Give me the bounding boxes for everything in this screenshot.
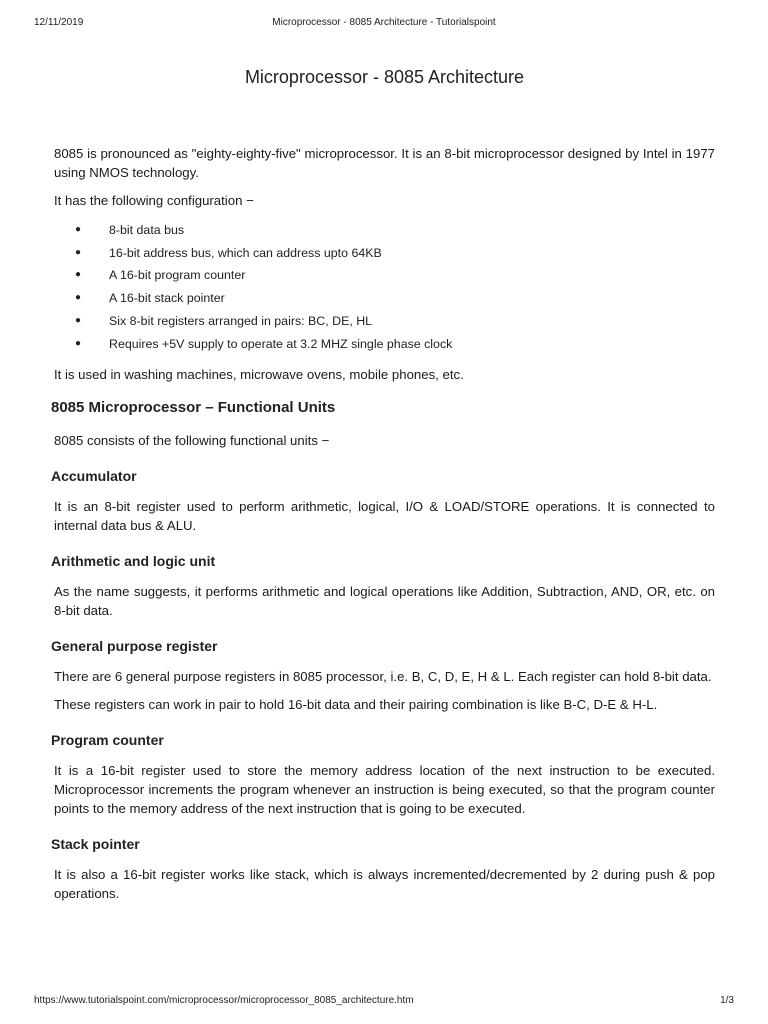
bullet-icon: ● (75, 224, 82, 235)
list-item (54, 264, 715, 287)
list-item-text: Six 8-bit registers arranged in pairs: BC, DE, HL (109, 313, 373, 328)
list-item-text: A 16-bit stack pointer (109, 291, 225, 306)
print-url: https://www.tutorialspoint.com/microprocessor/microprocessor_8085_architecture.htm (34, 995, 414, 1006)
list-item (54, 310, 715, 333)
section-heading-program-counter: Program counter (51, 732, 164, 749)
list-item-text: A 16-bit program counter (109, 268, 246, 283)
accumulator-paragraph: It is an 8-bit register used to perform arithmetic, logical, I/O & LOAD/STORE operations. It is connected to internal data bus & ALU. (54, 499, 715, 534)
usage-paragraph: It is used in washing machines, microwave ovens, mobile phones, etc. (54, 367, 464, 383)
print-date: 12/11/2019 (34, 17, 84, 28)
alu-paragraph: As the name suggests, it performs arithmetic and logical operations like Addition, Subtraction, AND, OR, etc. on 8-bit data. (54, 584, 715, 619)
intro-paragraph: 8085 is pronounced as "eighty-eighty-five" microprocessor. It is an 8-bit microprocessor designed by Intel in 1977 using NMOS technology. (54, 146, 715, 180)
bullet-icon: ● (75, 246, 82, 258)
section-heading-stack-pointer: Stack pointer (51, 836, 140, 853)
bullet-icon: ● (75, 269, 82, 281)
section-heading-general-purpose-register: General purpose register (51, 638, 218, 655)
stack-pointer-paragraph: It is also a 16-bit register works like stack, which is always incremented/decremented by 2 during push & pop operations. (54, 867, 715, 902)
article (51, 66, 715, 912)
bullet-icon: ● (75, 314, 82, 326)
article-title: Microprocessor - 8085 Architecture (244, 67, 525, 87)
list-item (54, 333, 715, 356)
functional-units-heading: 8085 Microprocessor – Functional Units (51, 399, 336, 417)
general-purpose-paragraph-1: There are 6 general purpose registers in 8085 processor, i.e. B, C, D, E, H & L. Each register can hold 8-bit data. (54, 669, 712, 685)
list-item (54, 242, 715, 265)
section-heading-alu: Arithmetic and logic unit (51, 553, 216, 570)
config-lead: It has the following configuration − (54, 193, 254, 208)
print-footer (34, 995, 734, 1009)
bullet-icon: ● (75, 292, 82, 304)
functional-units-lead: 8085 consists of the following functional units − (54, 433, 330, 449)
section-heading-accumulator: Accumulator (51, 468, 137, 485)
print-header (34, 17, 734, 31)
list-item-text: Requires +5V supply to operate at 3.2 MHZ single phase clock (109, 336, 453, 351)
list-item (54, 219, 715, 242)
program-counter-paragraph: It is a 16-bit register used to store the memory address location of the next instruction to be executed. Microprocessor increments the program whenever an instruction is being executed, so that the program counter points to the memory address of the next instruction that is going to be executed. (54, 763, 715, 817)
page-number: 1/3 (720, 995, 734, 1006)
config-list (54, 219, 715, 355)
list-item-text: 8-bit data bus (109, 223, 185, 237)
list-item-text: 16-bit address bus, which can address upto 64KB (109, 245, 382, 260)
list-item (54, 287, 715, 310)
print-page-title: Microprocessor - 8085 Architecture - Tutorialspoint (272, 17, 496, 28)
general-purpose-paragraph-2: These registers can work in pair to hold 16-bit data and their pairing combination is like B-C, D-E & H-L. (54, 697, 658, 713)
bullet-icon: ● (75, 337, 82, 349)
